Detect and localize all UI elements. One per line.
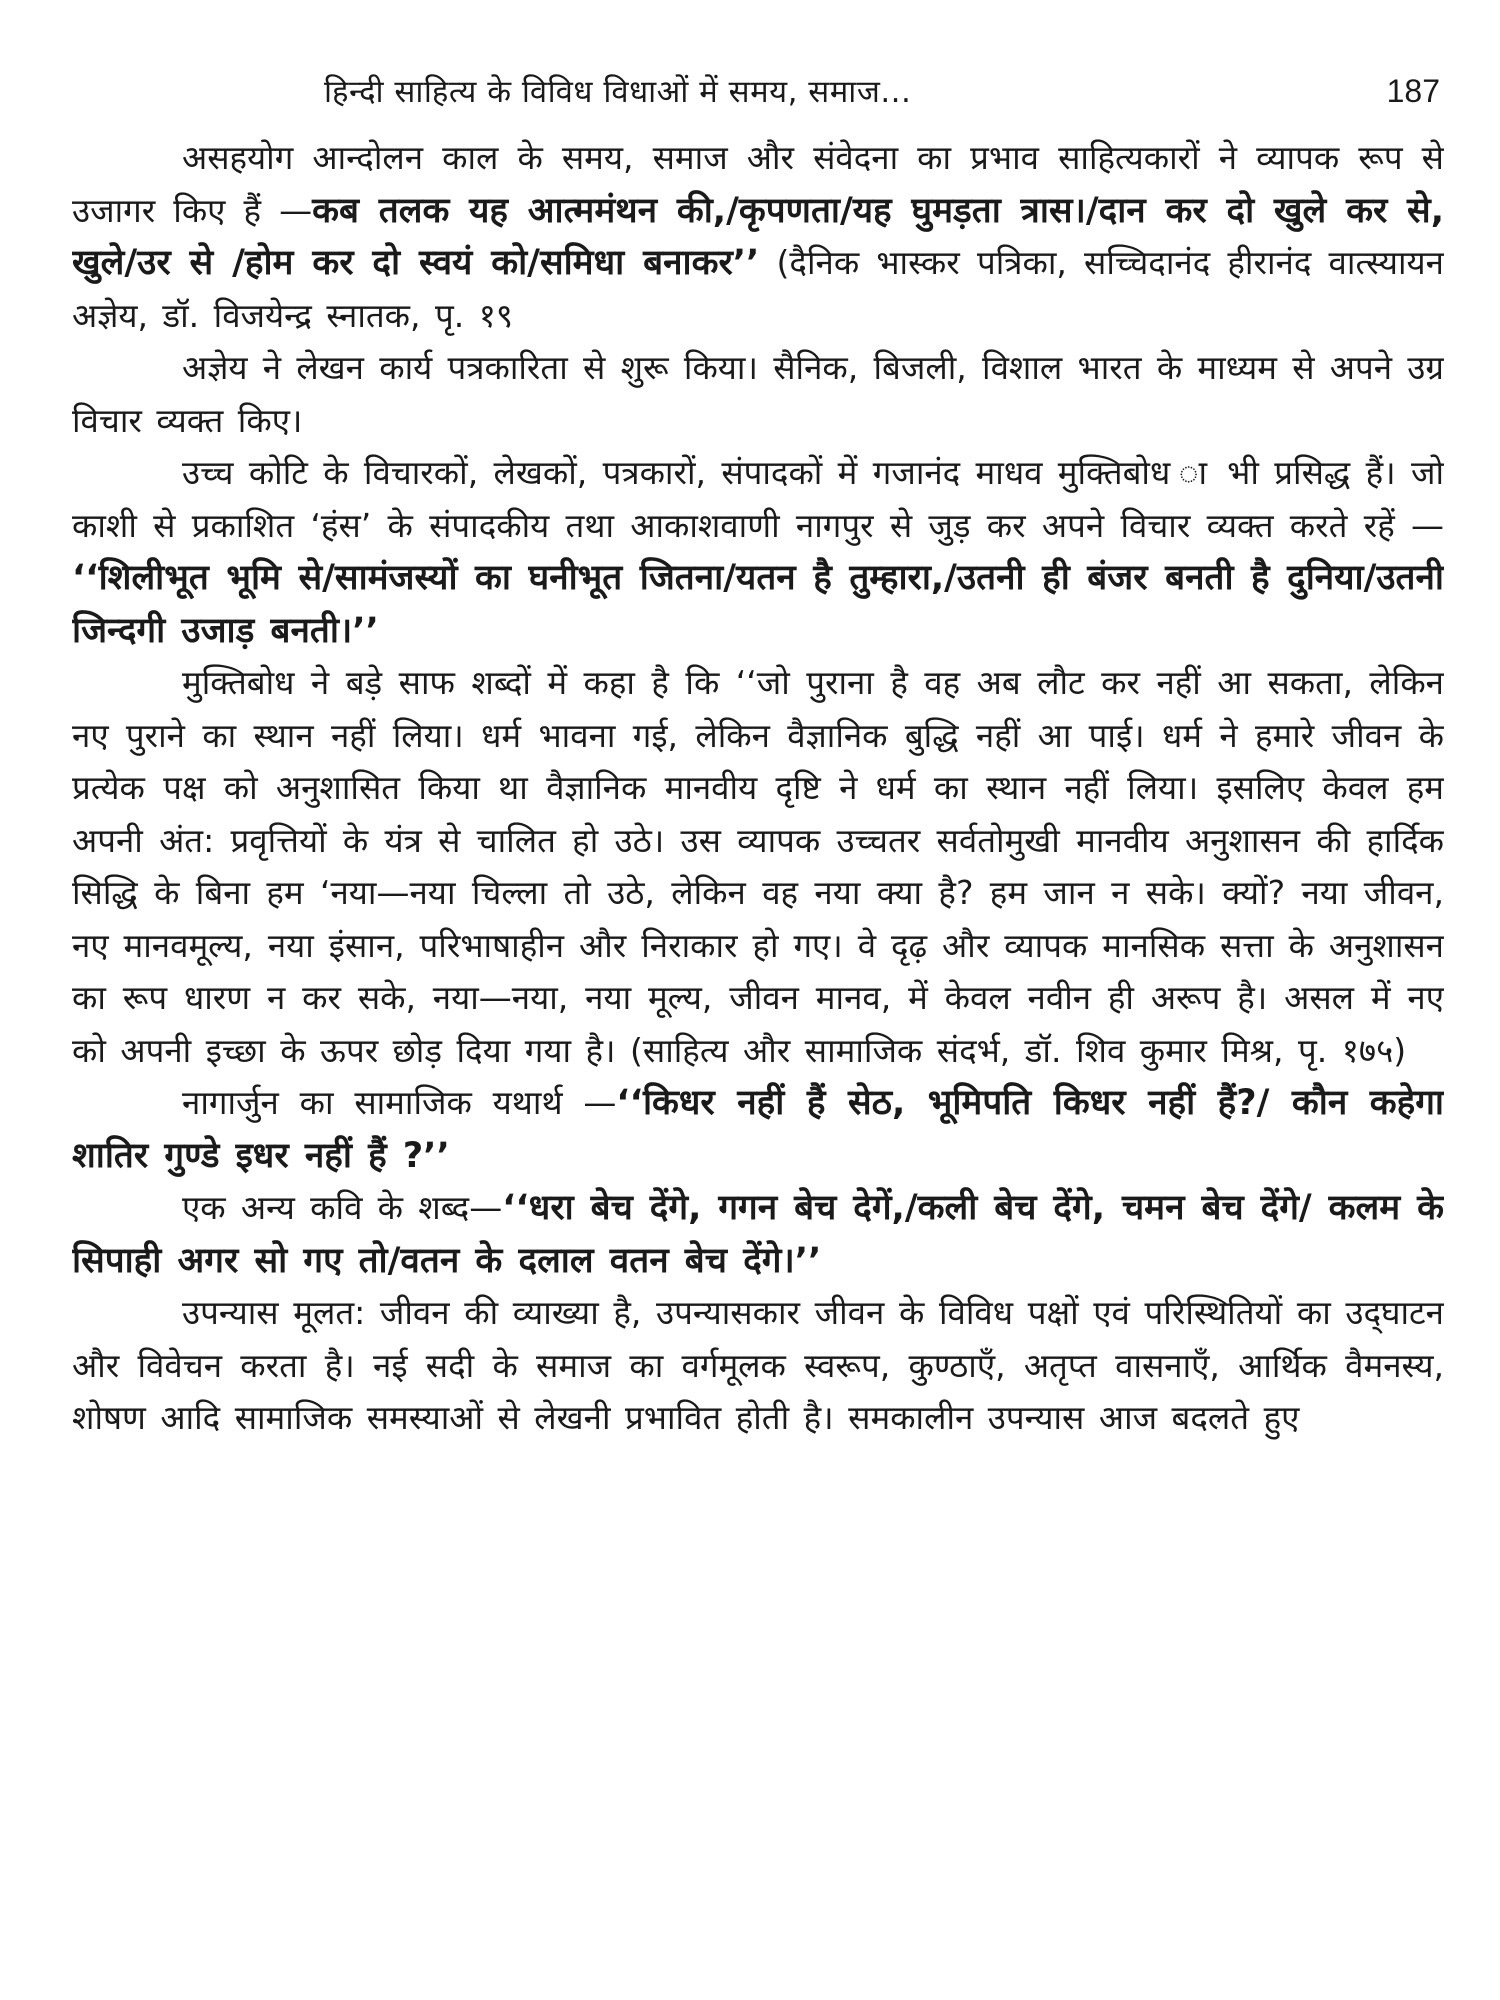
running-title: हिन्दी साहित्य के विविध विधाओं में समय, समाज... (324, 74, 912, 110)
paragraph-text: मुक्तिबोध ने बड़े साफ शब्दों में कहा है कि ‘‘जो पुराना है वह अब लौट कर नहीं आ सकता, लेकिन नए पुराने का स्थान नहीं लिया। धर्म भावना गई, लेकिन वैज्ञानिक बुद्धि नहीं आ पाई। धर्म ने हमारे जीवन के प्रत्येक पक्ष को अनुशासित किया था वैज्ञानिक मानवीय दृष्टि ने धर्म का स्थान नहीं लिया। इसलिए केवल हम अपनी अंत: प्रवृत्तियों के यंत्र से चालित हो उठे। उस व्यापक उच्चतर सर्वतोमुखी मानवीय अनुशासन की हार्दिक सिद्धि के बिना हम ‘नया—नया चिल्ला तो उठे, लेकिन वह नया क्या है? हम जान न सके। क्यों? नया जीवन, नए मानवमूल्य, नया इंसान, परिभाषाहीन और निराकार हो गए। वे दृढ़ और व्यापक मानसिक सत्ता के अनुशासन का रूप धारण न कर सके, नया—नया, नया मूल्य, जीवन मानव, में केवल नवीन ही अरूप है। असल में नए को अपनी इच्छा के ऊपर छोड़ दिया गया है। (साहित्य और सामाजिक संदर्भ, डॉ. शिव कुमार मिश्र, पृ. १७५) (72, 663, 1444, 1070)
citation-text: (दैनिक भास्कर पत्रिका, सच्चिदानंद हीरानंद वात्स्यायन अज्ञेय, डॉ. विजयेन्द्र स्नातक, पृ. १९ (72, 243, 1444, 335)
paragraph-upanyas (72, 1287, 1444, 1445)
paragraph-agyeya (72, 342, 1444, 447)
paragraph-text: अज्ञेय ने लेखन कार्य पत्रकारिता से शुरू किया। सैनिक, बिजली, विशाल भारत के माध्यम से अपने उग्र विचार व्यक्त किए। (72, 348, 1444, 440)
page-number: 187 (1386, 73, 1440, 109)
poem-quote: कब तलक यह आत्ममंथन की,/कृपणता/यह घुमड़ता त्रास।/दान कर दो खुले कर से, खुले/उर से /होम कर दो स्वयं को/समिधा बनाकर’’ (72, 190, 1444, 283)
paragraph-muktibodh-quote (72, 657, 1444, 1077)
running-header (72, 70, 1444, 132)
document-page (72, 70, 1444, 1970)
paragraph-nagarjun (72, 1077, 1444, 1182)
paragraph-text: उपन्यास मूलत: जीवन की व्याख्या है, उपन्यासकार जीवन के विविध पक्षों एवं परिस्थितियों का उद्‌घाटन और विवेचन करता है। नई सदी के समाज का वर्गमूलक स्वरूप, कुण्ठाएँ, अतृप्त वासनाएँ, आर्थिक वैमनस्य, शोषण आदि सामाजिक समस्याओं से लेखनी प्रभावित होती है। समकालीन उपन्यास आज बदलते हुए (72, 1293, 1444, 1437)
poem-quote: ‘‘धरा बेच देंगे, गगन बेच देगें,/कली बेच देंगे, चमन बेच देंगे/ कलम के सिपाही अगर सो गए तो/वतन के दलाल वतन बेच देंगे।’’ (72, 1188, 1444, 1281)
paragraph-asahyog (72, 132, 1444, 342)
paragraph-text: उच्च कोटि के विचारकों, लेखकों, पत्रकारों, संपादकों में गजानंद माधव मुक्तिबोध ा भी प्रसिद्ध हैं। जो काशी से प्रकाशित ‘हंस’ के संपादकीय तथा आकाशवाणी नागपुर से जुड़ कर अपने विचार व्यक्त करते रहें — (72, 453, 1444, 545)
paragraph-text: नागार्जुन का सामाजिक यथार्थ — (182, 1083, 617, 1122)
poem-quote: ‘‘किधर नहीं हैं सेठ, भूमिपति किधर नहीं हैं?/ कौन कहेगा शातिर गुण्डे इधर नहीं हैं ?’’ (72, 1083, 1444, 1176)
poem-quote: ‘‘शिलीभूत भूमि से/सामंजस्यों का घनीभूत जितना/यतन है तुम्हारा,/उतनी ही बंजर बनती है दुनिया/उतनी जिन्दगी उजाड़ बनती।’’ (72, 558, 1444, 651)
paragraph-text: असहयोग आन्दोलन काल के समय, समाज और संवेदना का प्रभाव साहित्यकारों ने व्यापक रूप से उजागर किए हैं — (72, 138, 1444, 230)
paragraph-text: एक अन्य कवि के शब्द— (182, 1188, 503, 1227)
paragraph-anya-kavi (72, 1182, 1444, 1287)
paragraph-muktibodh-intro (72, 447, 1444, 657)
